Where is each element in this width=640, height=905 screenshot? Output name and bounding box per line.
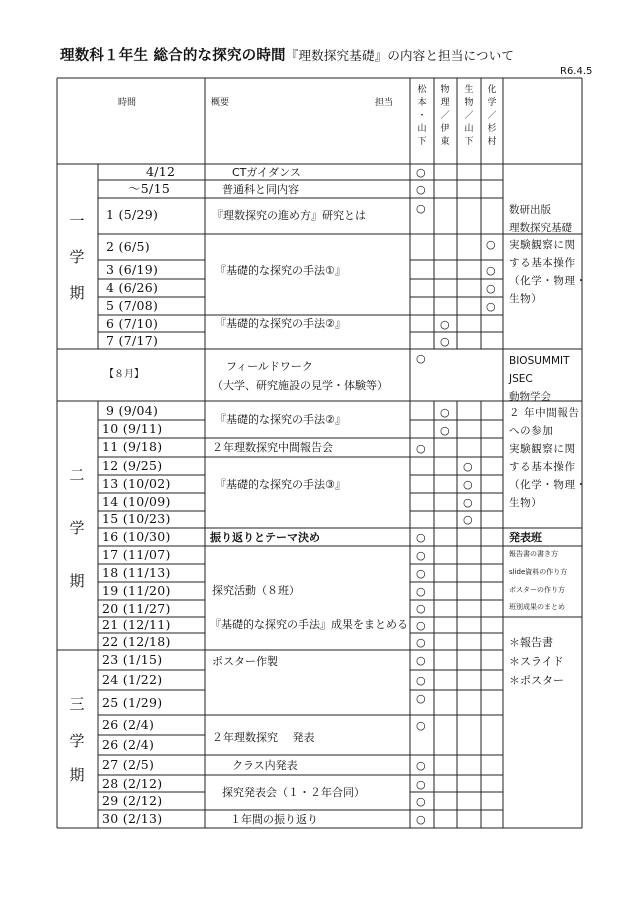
assigned-mark: ○ [463, 513, 473, 526]
note-events: BIOSUMMIT JSEC 動物学会 [509, 355, 570, 404]
note-textbook: 数研出版 理数探究基礎 [509, 204, 572, 235]
session-time: 15 (10/23) [102, 511, 171, 526]
content-hands-on-3: 『基礎的な探究の手法③』 [215, 478, 346, 491]
assigned-mark: ○ [416, 585, 426, 598]
assigned-mark: ○ [416, 549, 426, 562]
session-time: 14 (10/09) [102, 494, 171, 509]
note-experiments: 実験観察に関 する基本操作 （化学・物理・ 生物） [509, 239, 587, 306]
session-time: 13 (10/02) [102, 476, 171, 491]
assigned-mark: ○ [416, 442, 426, 455]
assigned-mark: ○ [416, 567, 426, 580]
page-title: 理数科１年生 総合的な探究の時間『理数探究基礎』の内容と担当について [60, 48, 515, 64]
assigned-mark: ○ [440, 335, 450, 348]
session-time: 4/12 [146, 164, 176, 179]
teacher-matsumoto-yamashita: 松 本 ・ 山 下 [417, 85, 427, 148]
assigned-mark: ○ [463, 496, 473, 509]
note-interim: ２ 年中間報告 への参加 実験観察に関 する基本操作 （化学・物理・ 生物） [509, 407, 587, 510]
teacher-chemistry-sugimura: 化 学 ／ 杉 村 [487, 85, 497, 148]
session-time: 5 (7/08) [106, 298, 159, 313]
note-how-to-poster: ポスターの作り方 [509, 586, 565, 594]
term-first-char-3: 期 [69, 284, 85, 302]
content-year-review: １年間の振り返り [230, 813, 318, 826]
assigned-mark: ○ [416, 795, 426, 808]
session-time: 22 (12/18) [102, 634, 171, 649]
note-group-summary: 班別成果のまとめ [509, 603, 565, 611]
assigned-mark: ○ [416, 778, 426, 791]
assigned-mark: ○ [440, 318, 450, 331]
session-time: ～5/15 [128, 181, 171, 196]
assigned-mark: ○ [416, 759, 426, 772]
header-time: 時間 [118, 98, 137, 108]
assigned-mark: ○ [416, 166, 426, 179]
content-summarize: 『基礎的な探究の手法』成果をまとめる [210, 618, 408, 631]
session-time: 30 (2/13) [102, 811, 163, 826]
teacher-physics-ito: 物 理 ／ 伊 東 [440, 85, 450, 148]
content-ct-guidance: CTガイダンス [232, 166, 301, 179]
session-time: 17 (11/07) [102, 547, 171, 562]
session-time: 10 (9/11) [102, 421, 163, 436]
session-time: 12 (9/25) [102, 458, 163, 473]
assigned-mark: ○ [416, 352, 426, 365]
session-time: 28 (2/12) [102, 776, 163, 791]
session-time: 9 (9/04) [106, 403, 159, 418]
header-charge: 担当 [375, 98, 394, 108]
content-interim-report: ２年理数探究中間報告会 [212, 441, 333, 454]
assigned-mark: ○ [416, 674, 426, 687]
assigned-mark: ○ [486, 282, 496, 295]
session-time: 25 (1/29) [102, 695, 163, 710]
content-presentation: ２年理数探究 発表 [212, 731, 315, 744]
assigned-mark: ○ [440, 406, 450, 419]
content-how-to-research: 『理数探究の進め方』研究とは [212, 209, 366, 222]
term-first-char-2: 学 [69, 248, 85, 266]
note-how-to-report: 報告書の書き方 [509, 550, 558, 558]
assigned-mark: ○ [416, 531, 426, 544]
content-hands-on-1: 『基礎的な探究の手法①』 [215, 264, 346, 277]
content-review-theme: 振り返りとテーマ決め [210, 531, 320, 544]
teacher-biology-yamashita: 生 物 ／ 山 下 [464, 85, 474, 148]
assigned-mark: ○ [416, 654, 426, 667]
note-outputs: ＊報告書 ＊スライド ＊ポスター [509, 636, 564, 687]
term-second-char-2: 学 [69, 519, 85, 537]
session-time: 18 (11/13) [102, 565, 171, 580]
session-time: 23 (1/15) [102, 652, 163, 667]
session-time: 19 (11/20) [102, 583, 171, 598]
session-time: 6 (7/10) [106, 316, 159, 331]
note-presentation-team: 発表班 [509, 531, 542, 544]
term-third-char-3: 期 [69, 766, 85, 784]
session-time: 16 (10/30) [102, 529, 171, 544]
header-overview: 概要 [211, 98, 230, 108]
document-date: R6.4.5 [560, 66, 593, 77]
session-time: 7 (7/17) [106, 333, 159, 348]
session-time: 3 (6/19) [106, 262, 159, 277]
content-hands-on-2: 『基礎的な探究の手法②』 [215, 317, 346, 330]
session-time: 1 (5/29) [106, 207, 159, 222]
content-research-activity: 探究活動（８班） [212, 584, 300, 597]
term-august: 【８月】 [104, 369, 144, 380]
term-first-char-1: 一 [69, 212, 85, 230]
assigned-mark: ○ [416, 636, 426, 649]
content-general-course: 普通科と同内容 [222, 183, 299, 196]
assigned-mark: ○ [416, 619, 426, 632]
assigned-mark: ○ [416, 202, 426, 215]
assigned-mark: ○ [416, 692, 426, 705]
content-symposium: 探究発表会（１・２年合同） [222, 786, 365, 799]
session-time: 11 (9/18) [102, 439, 163, 454]
content-class-presentation: クラス内発表 [232, 759, 298, 772]
session-time: 21 (12/11) [102, 617, 171, 632]
term-second-char-3: 期 [69, 572, 85, 590]
assigned-mark: ○ [416, 719, 426, 732]
content-field-work-sub: （大学、研究施設の見学・体験等） [212, 379, 388, 392]
session-time: 2 (6/5) [106, 239, 150, 254]
term-third-char-1: 三 [69, 695, 85, 713]
assigned-mark: ○ [486, 300, 496, 313]
assigned-mark: ○ [416, 602, 426, 615]
content-field-work: フィールドワーク [226, 360, 313, 373]
assigned-mark: ○ [463, 460, 473, 473]
assigned-mark: ○ [416, 813, 426, 826]
session-time: 20 (11/27) [102, 601, 171, 616]
session-time: 4 (6/26) [106, 280, 159, 295]
assigned-mark: ○ [440, 424, 450, 437]
assigned-mark: ○ [463, 478, 473, 491]
term-second-char-1: 二 [69, 466, 85, 484]
session-time: 26 (2/4) [102, 717, 155, 732]
term-third-char-2: 学 [69, 732, 85, 750]
session-time: 26 (2/4) [102, 737, 155, 752]
content-hands-on-2b: 『基礎的な探究の手法②』 [215, 413, 346, 426]
assigned-mark: ○ [486, 264, 496, 277]
content-poster: ポスター作製 [212, 655, 278, 668]
session-time: 29 (2/12) [102, 793, 163, 808]
assigned-mark: ○ [486, 238, 496, 251]
note-how-to-slide: slide資料の作り方 [509, 568, 568, 576]
session-time: 27 (2/5) [102, 757, 155, 772]
session-time: 24 (1/22) [102, 672, 163, 687]
assigned-mark: ○ [416, 183, 426, 196]
